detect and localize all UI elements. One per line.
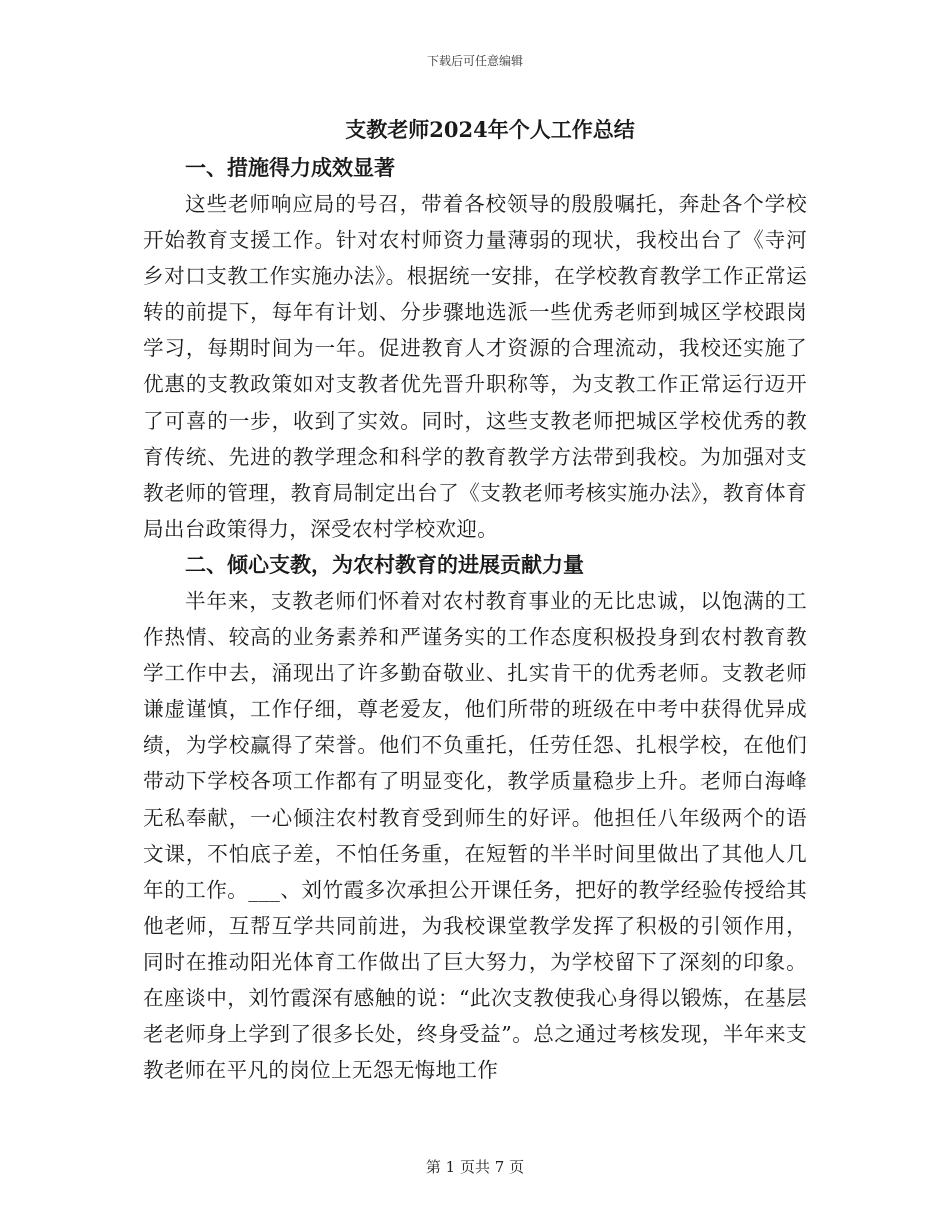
document-body <box>143 110 807 1088</box>
page-header-note: 下载后可任意编辑 <box>426 54 523 68</box>
document-title: 支教老师2024年个人工作总结 <box>345 117 635 142</box>
page-number: 第 1 页共 7 页 <box>425 1158 525 1176</box>
section-paragraph-2: 半年来，支教老师们怀着对农村教育事业的无比忠诚，以饱满的工作热情、较高的业务素养和严谨务实的工作态度积极投身到农村教育教学工作中去，涌现出了许多勤奋敬业、扎实肯干的优秀老师。支教老师谦虚谨慎，工作仔细，尊老爱友，他们所带的班级在中考中获得优异成绩，为学校赢得了荣誉。他们不负重托，任劳任怨、扎根学校，在他们带动下学校各项工作都有了明显变化，教学质量稳步上升。老师白海峰无私奉献，一心倾注农村教育受到师生的好评。他担任八年级两个的语文课，不怕底子差，不怕任务重，在短暂的半半时间里做出了其他人几年的工作。___、刘竹霞多次承担公开课任务，把好的教学经验传授给其他老师，互帮互学共同前进，为我校课堂教学发挥了积极的引领作用，同时在推动阳光体育工作做出了巨大努力，为学校留下了深刻的印象。在座谈中，刘竹霞深有感触的说：“此次支教使我心身得以锻炼，在基层老老师身上学到了很多长处，终身受益”。总之通过考核发现，半年来支教老师在平凡的岗位上无怨无悔地工作 <box>143 588 807 1083</box>
section-paragraph-1: 这些老师响应局的号召，带着各校领导的殷殷嘱托，奔赴各个学校开始教育支援工作。针对农村师资力量薄弱的现状，我校出台了《寺河乡对口支教工作实施办法》。根据统一安排，在学校教育教学工作正常运转的前提下，每年有计划、分步骤地选派一些优秀老师到城区学校跟岗学习，每期时间为一年。促进教育人才资源的合理流动，我校还实施了优惠的支教政策如对支教者优先晋升职称等，为支教工作正常运行迈开了可喜的一步，收到了实效。同时，这些支教老师把城区学校优秀的教育传统、先进的教学理念和科学的教育教学方法带到我校。为加强对支教老师的管理，教育局制定出台了《支教老师考核实施办法》，教育体育局出台政策得力，深受农村学校欢迎。 <box>143 192 807 541</box>
section-heading-2: 二、倾心支教，为农村教育的进展贡献力量 <box>185 551 584 577</box>
section-heading-1: 一、措施得力成效显著 <box>185 155 395 180</box>
